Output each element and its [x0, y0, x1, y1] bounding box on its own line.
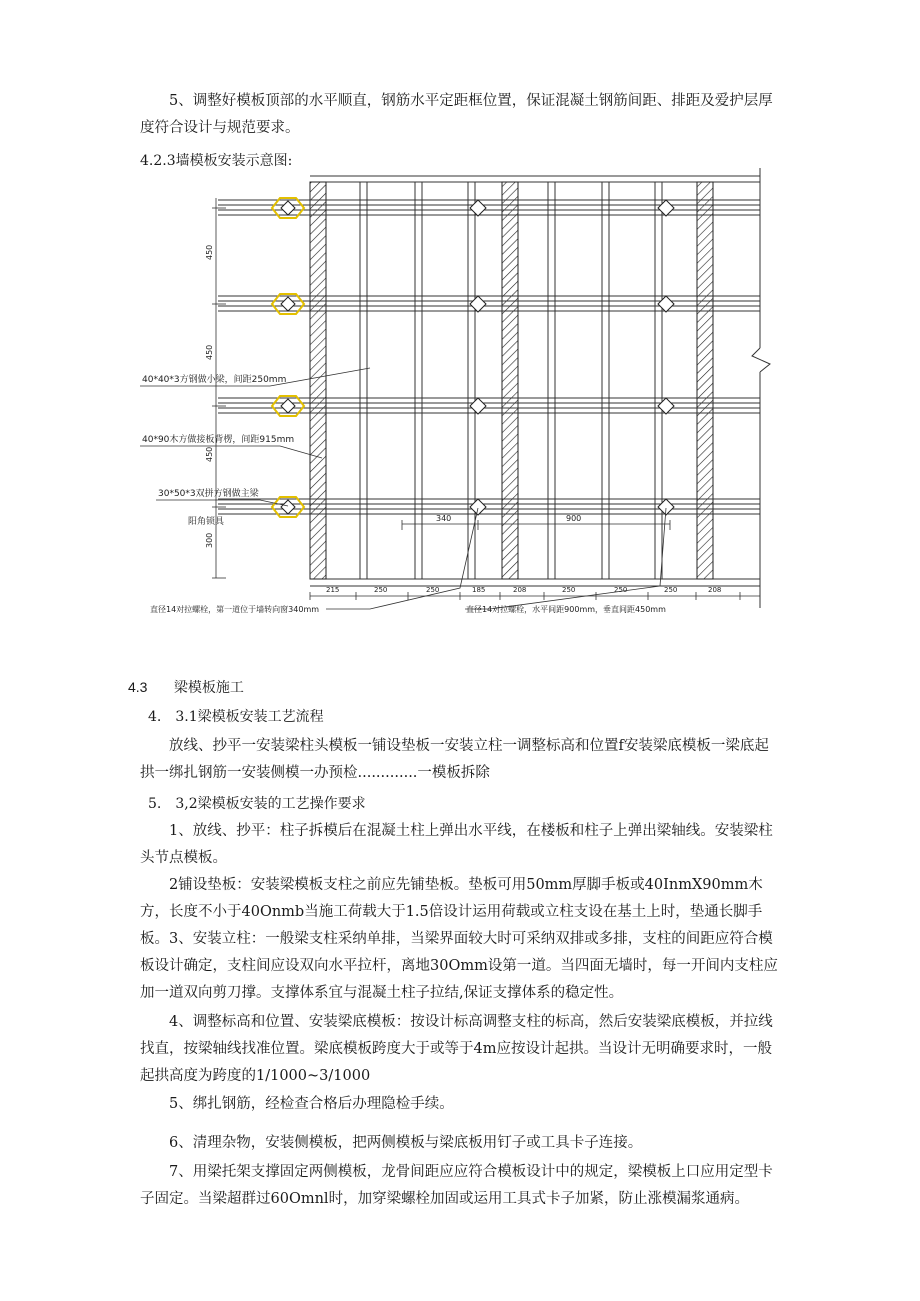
paragraph-process-flow: 放线、抄平一安装梁柱头模板一铺设垫板一安装立柱一调整标高和位置f安装梁底模板一梁底起拱一绑扎钢筋一安装侧模一办预检.............一模板拆除	[140, 738, 769, 781]
vdim-2: 450	[205, 344, 214, 360]
bdim-4: 185	[472, 586, 486, 594]
bdim-6: 250	[562, 586, 576, 594]
heading-wall-formwork-diagram: 4.2.3墙模板安装示意图:	[140, 153, 293, 169]
bdim-8: 250	[664, 586, 678, 594]
vdim-4: 300	[205, 532, 214, 548]
section-number: 4.3	[128, 679, 148, 695]
label-bolt-right: 直径14对拉螺栓，水平间距900mm，垂直间距450mm	[466, 605, 666, 614]
item-1-setting-out: 1、放线、抄平：柱子拆模后在混凝土柱上弹出水平线，在楼板和柱子上弹出梁轴线。安装梁柱头节点模板。	[140, 823, 773, 866]
item-6-side-formwork: 6、清理杂物，安装侧模板，把两侧模板与梁底板用钉子或工具卡子连接。	[169, 1135, 643, 1151]
subheading-operation-requirements: 5. 3,2梁模板安装的工艺操作要求	[148, 796, 366, 812]
item-5-rebar: 5、绑扎钢筋，经检查合格后办理隐检手续。	[169, 1096, 454, 1112]
bdim-9: 208	[708, 586, 722, 594]
item-7-beam-bracket: 7、用梁托架支撑固定两侧模板，龙骨间距应应符合模板设计中的规定，梁模板上口应用定型卡子固定。当梁超群过60Omnl时，加穿梁螺栓加固或运用工具式卡子加紧，防止涨模漏浆通病。	[140, 1164, 773, 1207]
paragraph-adjust-formwork: 5、调整好模板顶部的水平顺直，钢筋水平定距框位置，保证混凝土钢筋间距、排距及爱护层厚度符合设计与规范要求。	[140, 93, 773, 136]
item-3-install-posts: 3、安装立柱：一般梁支柱采纳单排，当梁界面较大时可采纳双排或多排，支柱的间距应符合模板设计确定，支柱间应设双向水平拉杆，离地30Omm设第一道。当四面无墙时，每一开间内支柱应加一道双向剪刀撑。支撑体系宜与混凝土柱子拉结,保证支撑体系的稳定性。	[140, 931, 778, 1001]
label-wood-back: 40*90木方做接板背楞，间距915mm	[142, 435, 295, 445]
inner-dim-340: 340	[436, 514, 452, 523]
wall-formwork-diagram	[130, 168, 780, 618]
bottom-dimension-labels	[326, 586, 721, 594]
item-2-pad-board: 2铺设垫板：安装梁模板支柱之前应先铺垫板。垫板可用50mm厚脚手板或40InmX90mm木方，长度不小于40Onmb当施工荷载大于1.5倍设计运用荷载或立柱支设在基土上时，垫通长脚手板。	[140, 877, 763, 947]
section-heading-beam	[128, 677, 244, 697]
vertical-dimension-labels	[205, 245, 214, 548]
label-corner-lock: 阳角锁具	[188, 517, 225, 527]
bdim-7: 250	[614, 586, 628, 594]
bdim-5: 208	[513, 586, 527, 594]
tie-bolts	[281, 200, 674, 515]
item-4-bottom-formwork: 4、调整标高和位置、安装梁底模板：按设计标高调整支柱的标高，然后安装梁底模板，并拉线找直，按梁轴线找准位置。梁底模板跨度大于或等于4m应按设计起拱。当设计无明确要求时，一般起拱高度为跨度的1/1000~3/1000	[140, 1014, 773, 1084]
inner-dim-900: 900	[566, 514, 582, 523]
wood-back-studs	[310, 182, 713, 579]
section-title: 梁模板施工	[173, 680, 244, 696]
bdim-2: 250	[374, 586, 388, 594]
label-small-beam: 40*40*3方钢做小梁，间距250mm	[142, 375, 287, 385]
bdim-1: 215	[326, 586, 340, 594]
label-bolt-left: 直径14对拉螺栓，第一道位于墙转向窗340mm	[150, 605, 320, 614]
subheading-process-flow: 4. 3.1梁模板安装工艺流程	[148, 709, 324, 725]
main-beams	[218, 200, 760, 514]
bdim-3: 250	[426, 586, 440, 594]
vdim-3: 450	[205, 446, 214, 462]
corner-locks	[272, 198, 304, 517]
label-main-beam: 30*50*3双拼方钢做主梁	[158, 489, 259, 499]
vdim-1: 450	[205, 244, 214, 260]
